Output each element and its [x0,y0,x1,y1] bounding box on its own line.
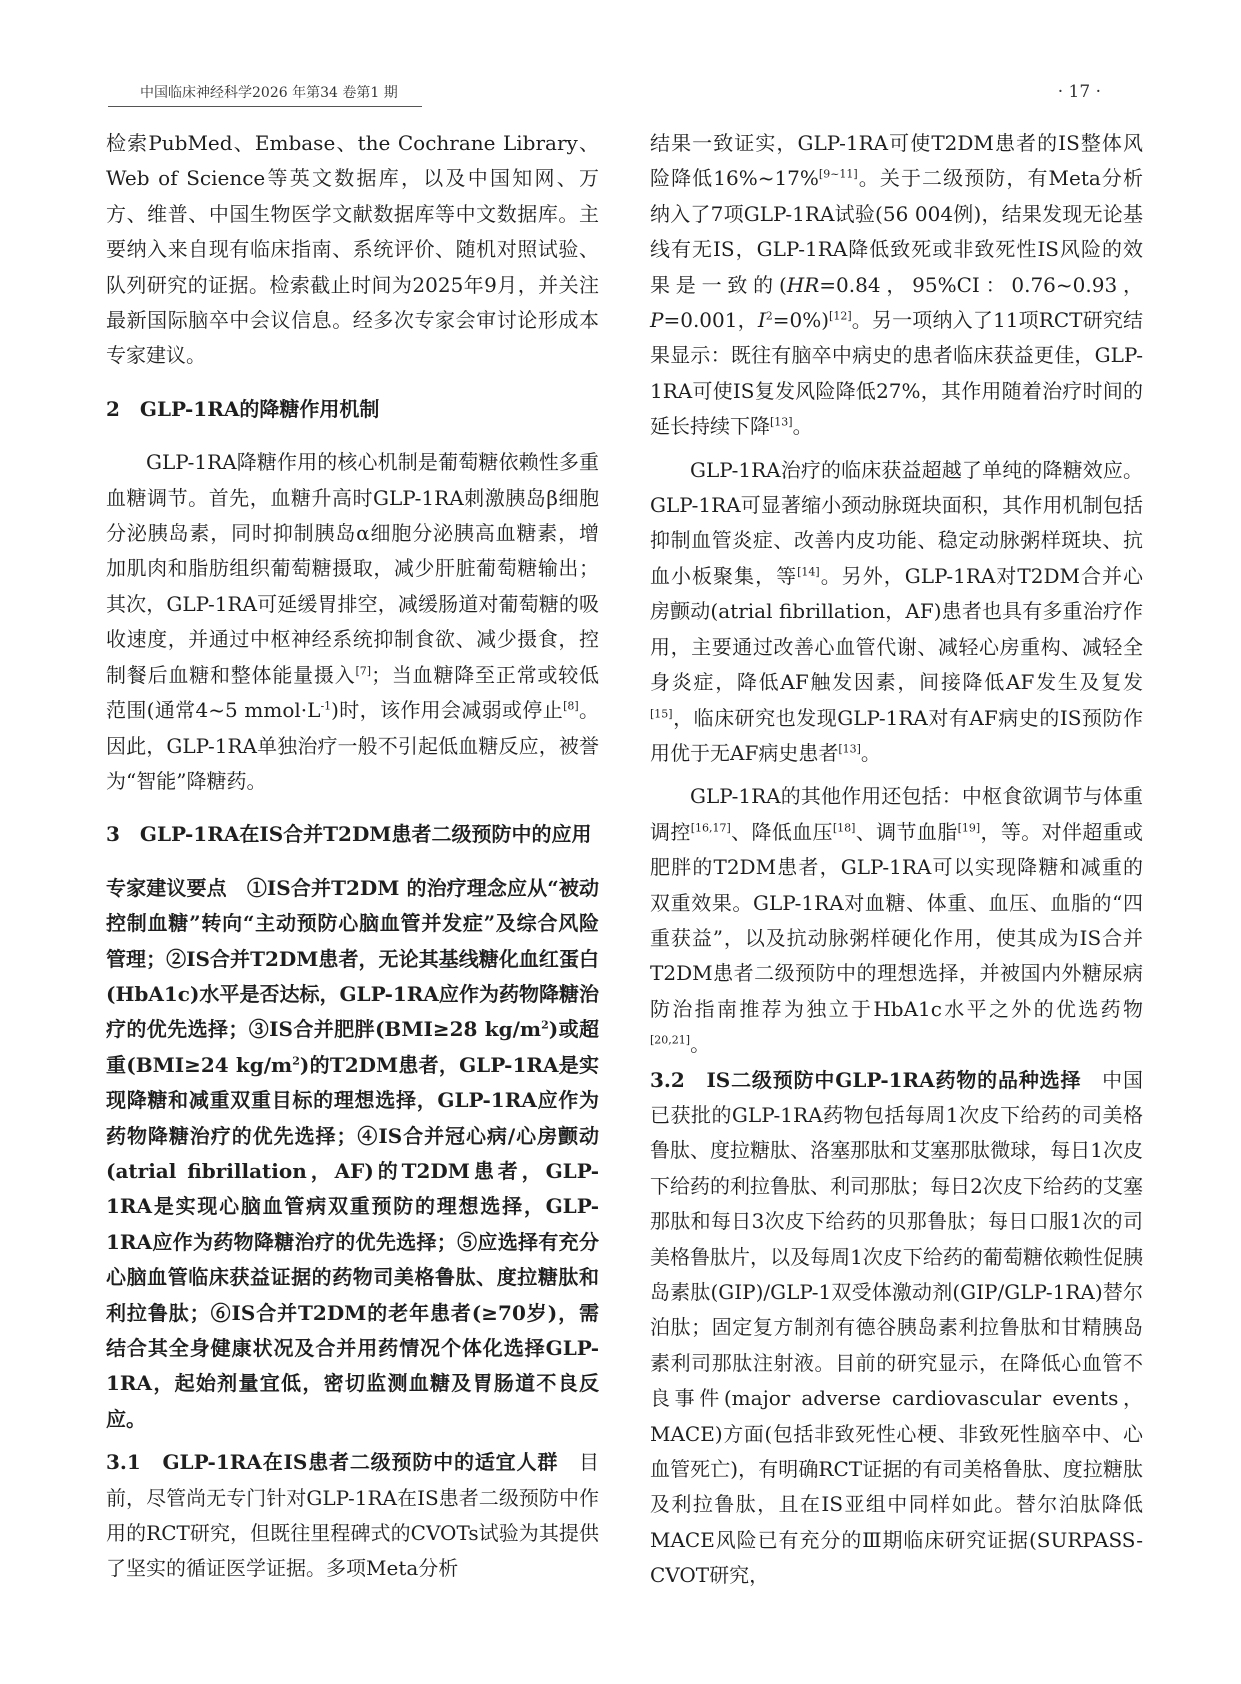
citation-9-11[interactable]: [9~11] [818,167,858,181]
right-column [650,126,1143,1594]
citation-19[interactable]: [19] [957,821,981,835]
section-3-heading: 3 GLP-1RA在IS合并T2DM患者二级预防中的应用 [106,822,592,847]
citation-12[interactable]: [12] [829,309,852,323]
section-2-heading: 2 GLP-1RA的降糖作用机制 [106,396,380,421]
recommendation-label: 专家建议要点 [106,875,227,900]
section-3-2-paragraph: 3.2 IS二级预防中GLP-1RA药物的品种选择 中国已获批的GLP-1RA药物包括每周1次皮下给药的司美格鲁肽、度拉糖肽、洛塞那肽和艾塞那肽微球，每日1次皮下给药的利拉鲁肽、利司那肽；每日2次皮下给药的艾塞那肽和每日3次皮下给药的贝那鲁肽；每日口服1次的司美格鲁肽片，以及每周1次皮下给药的葡萄糖依赖性促胰岛素肽(GIP)/GLP-1双受体激动剂(GIP/GLP-1RA)替尔泊肽；固定复方制剂有德谷胰岛素利拉鲁肽和甘精胰岛素利司那肽注射液。目前的研究显示，在降低心血管不良事件(major adverse cardiovascular events，MACE)方面(包括非致死性心梗、非致死性脑卒中、心血管死亡)，有明确RCT证据的有司美格鲁肽、度拉糖肽及利拉鲁肽，且在IS亚组中同样如此。替尔泊肽降低MACE风险已有充分的Ⅲ期临床研究证据(SURPASS-CVOT研究， [650,1067,1144,1588]
page-number: · 17 · [1057,82,1101,102]
clinical-benefit-paragraph: GLP-1RA治疗的临床获益超越了单纯的降糖效应。GLP-1RA可显著缩小颈动脉斑块面积，其作用机制包括抑制血管炎症、改善内皮功能、稳定动脉粥样斑块、抗血小板聚集，等[14]。另外，GLP-1RA对T2DM合并心房颤动(atrial fibrillation，AF)患者也具有多重治疗作用，主要通过改善心血管代谢、减轻心房重构、减轻全身炎症，降低AF触发因素，间接降低AF发生及复发[15]，临床研究也发现GLP-1RA对有AF病史的IS预防作用优于无AF病史患者[13]。 [650,457,1143,765]
citation-20-21[interactable]: [20,21] [650,1033,691,1047]
section-3-1-heading: 3.1 GLP-1RA在IS患者二级预防中的适宜人群 [106,1450,559,1475]
journal-header: 中国临床神经科学2026 年第34 卷第1 期 [140,85,398,101]
citation-13b[interactable]: [13] [838,742,861,756]
citation-13[interactable]: [13] [770,415,793,429]
section-3-1-paragraph: 3.1 GLP-1RA在IS患者二级预防中的适宜人群 目前，尽管尚无专门针对GLP-1RA在IS患者二级预防中作用的RCT研究，但既往里程碑式的CVOTs试验为其提供了坚实的循证医学证据。多项Meta分析 [106,1450,600,1581]
section-3-2-heading: 3.2 IS二级预防中GLP-1RA药物的品种选择 [650,1067,1082,1092]
citation-15[interactable]: [15] [650,706,673,720]
citation-7[interactable]: [7] [355,664,372,678]
header-rule [108,106,422,107]
other-effects-paragraph: GLP-1RA的其他作用还包括：中枢食欲调节与体重调控[16,17]、降低血压[18]、调节血脂[19]，等。对伴超重或肥胖的T2DM患者，GLP-1RA可以实现降糖和减重的双重效果。GLP-1RA对血糖、体重、血压、血脂的“四重获益”，以及抗动脉粥样硬化作用，使其成为IS合并T2DM患者二级预防中的理想选择，并被国内外糖尿病防治指南推荐为独立于HbA1c水平之外的优选药物[20,21]。 [650,784,1143,1057]
expert-recommendation: 专家建议要点 ①IS合并T2DM 的治疗理念应从“被动控制血糖”转向“主动预防心脑血管并发症”及综合风险管理；②IS合并T2DM患者，无论其基线糖化血红蛋白(HbA1c)水平是否达标，GLP-1RA应作为药物降糖治疗的优先选择；③IS合并肥胖(BMI≥28 $kg/m^2$)或超重(BMI≥24 $kg/m^2$)的T2DM患者，GLP-1RA是实现降糖和减重双重目标的理想选择，GLP-1RA应作为药物降糖治疗的优先选择；④IS合并冠心病/心房颤动(atrial fibrillation，AF)的T2DM患者，GLP-1RA是实现心脑血管病双重预防的理想选择，GLP-1RA应作为药物降糖治疗的优先选择；⑤应选择有充分心脑血管临床获益证据的药物司美格鲁肽、度拉糖肽和利拉鲁肽；⑥IS合并T2DM的老年患者(≥70岁)，需结合其全身健康状况及合并用药情况个体化选择GLP-1RA，起始剂量宜低，密切监测血糖及胃肠道不良反应。 [106,875,600,1431]
meta-analysis-paragraph: 结果一致证实，GLP-1RA可使T2DM患者的IS整体风险降低16%~17%[9~11]。关于二级预防，有Meta分析纳入了7项GLP-1RA试验(56 004例)，结果发现无论基线有无IS，GLP-1RA降低致死或非致死性IS风险的效果是一致的(HR=0.84，95%CI：0.76~0.93，P=0.001，$I^2=0\%)[12]$。另一项纳入了11项RCT研究结果显示：既往有脑卒中病史的患者临床获益更佳，GLP-1RA可使IS复发风险降低27%，其作用随着治疗时间的延长持续下降[13]。 [650,131,1143,439]
mechanism-paragraph: GLP-1RA降糖作用的核心机制是葡萄糖依赖性多重血糖调节。首先，血糖升高时GLP-1RA刺激胰岛β细胞分泌胰岛素，同时抑制胰岛α细胞分泌胰高血糖素，增加肌肉和脂肪组织葡萄糖摄取，减少肝脏葡萄糖输出；其次，GLP-1RA可延缓胃排空，减缓肠道对葡萄糖的吸收速度，并通过中枢神经系统抑制食欲、减少摄食，控制餐后血糖和整体能量摄入[7]；当血糖降至正常或较低范围(通常4~5 $mmol\cdot L^{-1}$)时，该作用会减弱或停止[8]。因此，GLP-1RA单独治疗一般不引起低血糖反应，被誉为“智能”降糖药。 [106,450,600,793]
citation-18[interactable]: [18] [832,821,856,835]
methods-paragraph: 检索PubMed、Embase、the Cochrane Library、Web of Science等英文数据库，以及中国知网、万方、维普、中国生物医学文献数据库等中文数据库。主要纳入来自现有临床指南、系统评价、随机对照试验、队列研究的证据。检索截止时间为2025年9月，并关注最新国际脑卒中会议信息。经多次专家会审讨论形成本专家建议。 [106,131,599,368]
citation-14[interactable]: [14] [797,565,820,579]
left-column [106,126,599,1587]
citation-8[interactable]: [8] [563,699,579,713]
citation-16-17[interactable]: [16,17] [690,821,731,835]
